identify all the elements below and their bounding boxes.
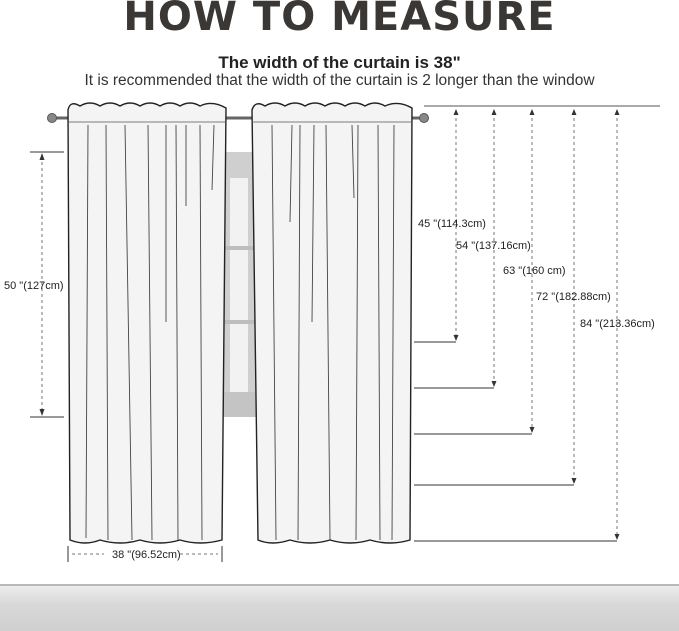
window-height-label: 50 "(127cm) bbox=[4, 280, 64, 292]
length-label-45: 45 "(114.3cm) bbox=[418, 218, 486, 230]
curtain-width-label: 38 "(96.52cm) bbox=[112, 549, 181, 561]
floor bbox=[0, 586, 679, 631]
length-label-72: 72 "(182.88cm) bbox=[536, 291, 611, 303]
curtain-width-heading: The width of the curtain is 38" bbox=[218, 53, 461, 72]
width-recommendation-note: It is recommended that the width of the curtain is 2 longer than the window bbox=[84, 72, 595, 89]
length-label-54: 54 "(137.16cm) bbox=[456, 240, 531, 252]
length-label-84: 84 "(213.36cm) bbox=[580, 318, 655, 330]
left-curtain-panel bbox=[68, 103, 226, 543]
length-label-63: 63 "(160 cm) bbox=[503, 265, 566, 277]
page-title: HOW TO MEASURE bbox=[123, 0, 556, 40]
right-curtain-panel bbox=[252, 103, 412, 543]
window bbox=[222, 152, 256, 417]
